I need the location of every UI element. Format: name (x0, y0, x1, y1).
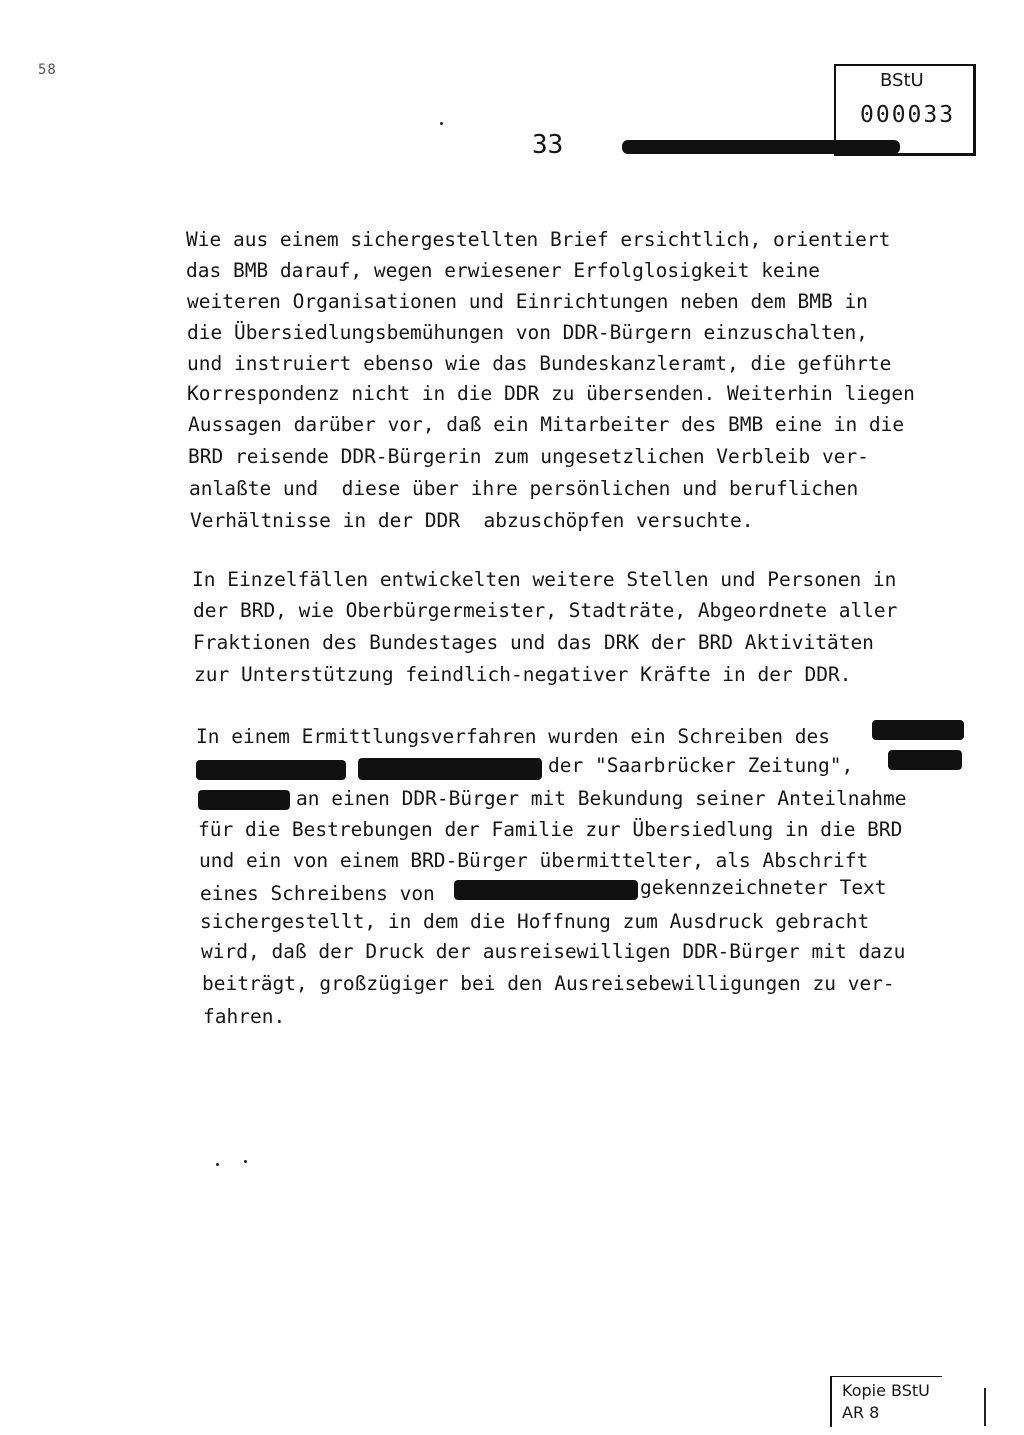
stamp-label: BStU (880, 70, 924, 91)
stamp-number: 000033 (860, 102, 956, 128)
text-line: fahren. (203, 1005, 286, 1028)
speck (216, 1163, 219, 1166)
archive-label: AR 8 (842, 1403, 880, 1422)
redaction-bar (888, 750, 962, 770)
text-line: gekennzeichneter Text (640, 876, 887, 899)
margin-rule (984, 1388, 986, 1426)
speck (440, 122, 443, 125)
text-line: Aussagen darüber vor, daß ein Mitarbeiter des BMB eine in die (188, 413, 905, 436)
text-line: anlaßte und diese über ihre persönlichen und beruflichen (189, 477, 859, 500)
bstu-stamp (834, 64, 976, 156)
text-line: der BRD, wie Oberbürgermeister, Stadträte, Abgeordnete aller (193, 599, 898, 622)
text-line: der "Saarbrücker Zeitung", (548, 754, 854, 777)
text-line: BRD reisende DDR-Bürgerin zum ungesetzlichen Verbleib ver- (188, 445, 869, 468)
text-line: In einem Ermittlungsverfahren wurden ein Schreiben des (196, 725, 830, 748)
text-line: Korrespondenz nicht in die DDR zu übersenden. Weiterhin liegen (187, 382, 915, 405)
kopie-label: Kopie BStU (842, 1381, 930, 1400)
kopie-stamp (830, 1376, 942, 1427)
text-line: sichergestellt, in dem die Hoffnung zum Ausdruck gebracht (200, 910, 870, 933)
corner-handwritten-mark: 58 (38, 62, 57, 78)
text-line: für die Bestrebungen der Familie zur Übersiedlung in die BRD (198, 818, 903, 841)
redaction-bar (198, 790, 290, 810)
redaction-bar (872, 720, 964, 740)
page-number: 33 (532, 130, 564, 160)
text-line: Wie aus einem sichergestellten Brief ersichtlich, orientiert (186, 228, 891, 251)
text-line: In Einzelfällen entwickelten weitere Stellen und Personen in (192, 568, 897, 591)
text-line: beiträgt, großzügiger bei den Ausreisebewilligungen zu ver- (202, 972, 895, 995)
text-line: Fraktionen des Bundestages und das DRK der BRD Aktivitäten (193, 631, 874, 654)
speck (244, 1160, 247, 1163)
text-line: und instruiert ebenso wie das Bundeskanzleramt, die geführte (187, 352, 892, 375)
text-line: zur Unterstützung feindlich-negativer Kräfte in der DDR. (194, 663, 852, 686)
redaction-bar (196, 760, 346, 780)
text-line: das BMB darauf, wegen erwiesener Erfolglosigkeit keine (186, 259, 820, 282)
text-line: weiteren Organisationen und Einrichtungen neben dem BMB in (187, 290, 868, 313)
text-line: die Übersiedlungsbemühungen von DDR-Bürgern einzuschalten, (187, 321, 868, 344)
text-line: Verhältnisse in der DDR abzuschöpfen versuchte. (190, 509, 754, 532)
text-line: und ein von einem BRD-Bürger übermittelter, als Abschrift (199, 849, 869, 872)
text-line: eines Schreibens von (200, 882, 435, 905)
text-line: an einen DDR-Bürger mit Bekundung seiner Anteilnahme (296, 787, 907, 810)
text-line: wird, daß der Druck der ausreisewilligen DDR-Bürger mit dazu (201, 940, 906, 963)
redaction-bar (454, 880, 638, 900)
redaction-bar (358, 758, 542, 780)
